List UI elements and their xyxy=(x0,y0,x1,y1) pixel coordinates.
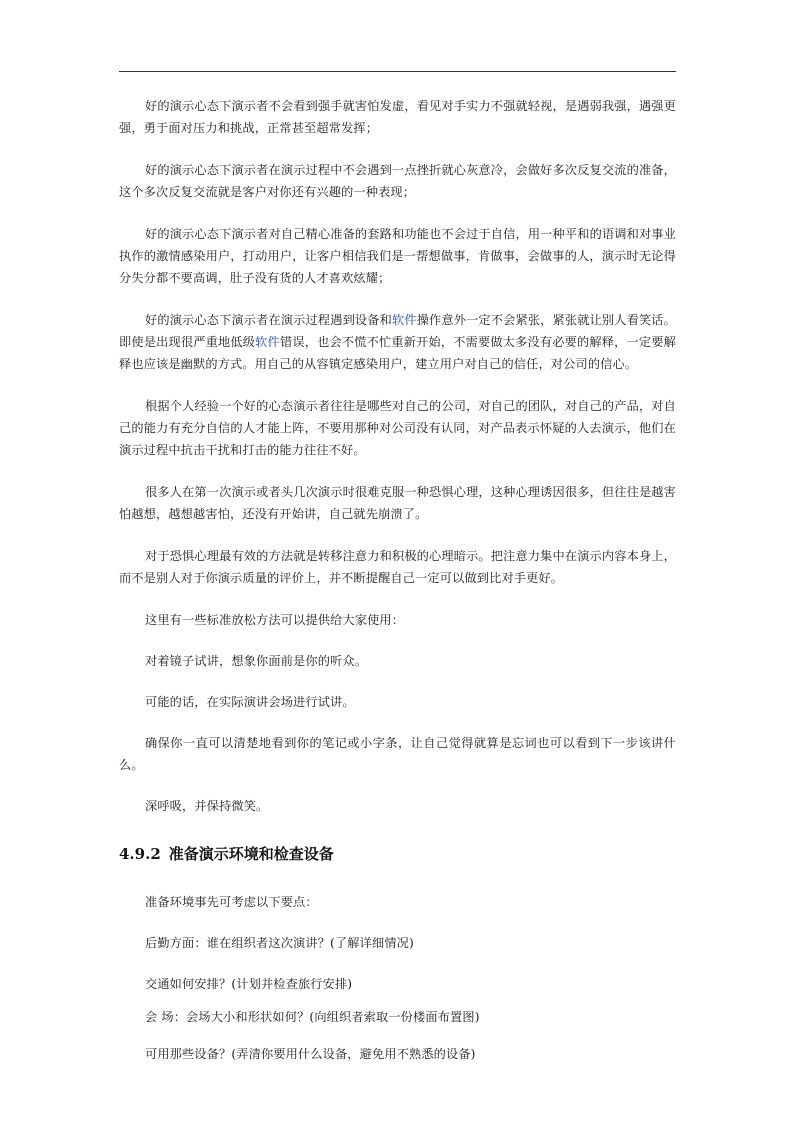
list-item: 可能的话，在实际演讲会场进行试讲。 xyxy=(145,695,355,709)
checklist-item: 可用那些设备？(弄清你要用什么设备，避免用不熟悉的设备) xyxy=(145,1047,476,1061)
section-heading xyxy=(119,843,676,865)
paragraph xyxy=(119,309,676,375)
header-rule xyxy=(119,71,676,72)
paragraph: 对于恐惧心理最有效的方法就是转移注意力和积极的心理暗示。把注意力集中在演示内容本身上，而不是别人对于你演示质量的评价上，并不断提醒自己一定可以做到比对手更好。 xyxy=(119,549,676,585)
paragraph-text: 好的演示心态下演示者在演示过程遇到设备和 xyxy=(145,313,392,327)
paragraph: 好的演示心态下演示者不会看到强手就害怕发虚，看见对手实力不强就轻视，是遇弱我强，遇强更强，勇于面对压力和挑战，正常甚至超常发挥； xyxy=(119,99,676,135)
paragraph: 根据个人经验一个好的心态演示者往往是哪些对自己的公司，对自己的团队，对自己的产品，对自己的能力有充分自信的人才能上阵，不要用那种对公司没有认同，对产品表示怀疑的人去演示，他们在演示过程中抗击干扰和打击的能力往往不好。 xyxy=(119,399,676,457)
software-link[interactable]: 软件 xyxy=(255,335,280,349)
paragraph-text: 操作意外一定不会紧张，紧张就让别人看笑话。即使是出现很严重地低级 xyxy=(119,313,676,349)
list-item: 对着镜子试讲，想象你面前是你的听众。 xyxy=(145,654,368,668)
paragraph: 好的演示心态下演示者对自己精心准备的套路和功能也不会过于自信，用一种平和的语调和对事业执作的激情感染用户，打动用户，让客户相信我们是一帮想做事，肯做事，会做事的人，演示时无论得分失分都不要高调，肚子没有货的人才喜欢炫耀； xyxy=(119,227,676,285)
checklist-item-clipped xyxy=(119,1010,676,1024)
paragraph: 好的演示心态下演示者在演示过程中不会遇到一点挫折就心灰意冷，会做好多次反复交流的准备，这个多次反复交流就是客户对你还有兴趣的一种表现； xyxy=(119,163,676,199)
list-item: 确保你一直可以清楚地看到你的笔记或小字条，让自己觉得就算是忘词也可以看到下一步该讲什么。 xyxy=(119,736,676,772)
checklist-item-text: 会 场：会场大小和形状如何？(向组织者索取一份楼面布置图) xyxy=(145,1010,480,1024)
section-number: 4.9.2 xyxy=(119,845,161,863)
paragraph-text: 错误，也会不慌不忙重新开始，不需要做太多没有必要的解释，一定要解释也应该是幽默的方式。用自己的从容镇定感染用户，建立用户对自己的信任，对公司的信心。 xyxy=(119,335,676,371)
software-link[interactable]: 软件 xyxy=(391,313,417,327)
checklist-intro: 准备环境事先可考虑以下要点： xyxy=(145,895,318,909)
paragraph: 这里有一些标准放松方法可以提供给大家使用： xyxy=(145,613,405,627)
paragraph: 很多人在第一次演示或者头几次演示时很难克服一种恐惧心理，这种心理诱因很多，但往往是越害怕越想，越想越害怕，还没有开始讲，自己就先崩溃了。 xyxy=(119,485,676,521)
section-title: 准备演示环境和检查设备 xyxy=(168,845,334,863)
list-item: 深呼吸，并保持微笑。 xyxy=(145,799,269,813)
checklist-item: 后勤方面：谁在组织者这次演讲？(了解详细情况) xyxy=(145,936,414,950)
document-body xyxy=(119,95,676,1084)
checklist-item: 交通如何安排？(计划并检查旅行安排) xyxy=(145,977,353,991)
